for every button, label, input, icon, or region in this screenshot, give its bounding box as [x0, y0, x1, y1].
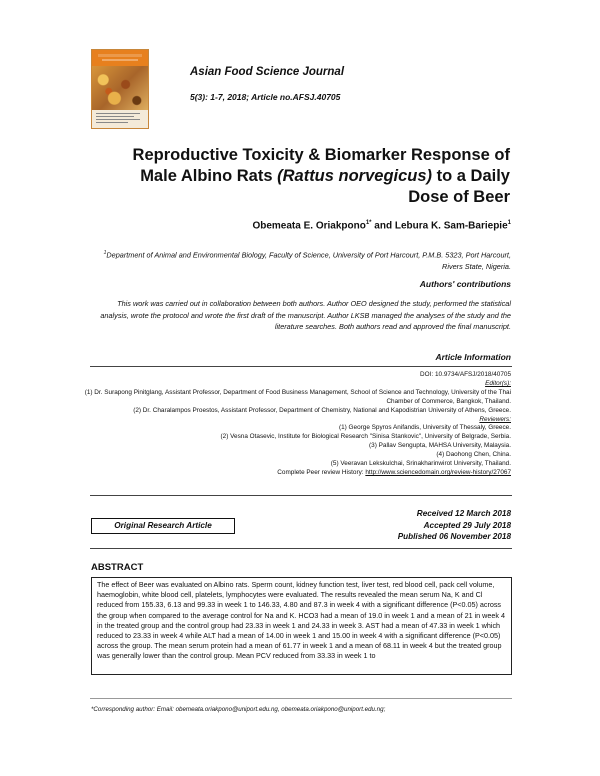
- contributions-heading: Authors' contributions: [419, 279, 511, 289]
- journal-reference: 5(3): 1-7, 2018; Article no.AFSJ.40705: [190, 92, 341, 102]
- accepted-date: Accepted 29 July 2018: [423, 520, 511, 530]
- reviewer-item: (5) Veeravan Lekskulchai, Srinakharinwirot University, Thailand.: [330, 460, 511, 468]
- article-authors: Obemeata E. Oriakpono$^{1*}$ and Lebura K. Sam-Bariepie$^1$: [252, 220, 511, 232]
- received-date: Received 12 March 2018: [416, 509, 511, 518]
- review-history: Complete Peer review History: http://www.sciencedomain.org/review-history/27067: [277, 468, 511, 476]
- divider: [90, 548, 512, 549]
- editor-item: (1) Dr. Surapong Pinitglang, Assistant Professor, Department of Food Business Management, School of Science and Technology, University of the Thai Chamber of Commerce, Bangkok, Thailand.: [84, 388, 511, 405]
- journal-cover-image: [91, 49, 149, 129]
- article-info-block: [81, 371, 511, 478]
- abstract-text: The effect of Beer was evaluated on Albino rats. Sperm count, kidney function test, liver test, red blood cell, pack cell volume, haemoglobin, white blood cell, platelets, lymphocytes were evaluated. The results revealed the mean serum Na, K and Cl reduced from 155.33, 6.13 and 99.33 in week 1 to 146.33, 4.80 and 87.3 in week 4 with a significant difference (P<0.05) across the group when compared to the average control for Na and K. HCO3 had a mean of 19.0 in week 1 and a mean of 21 in week 4 in the treated group and the control group had 23.33 in week 1 and 24.33 in week 3. AST had a mean of 47.33 in week 1 which reduced to 23.33 in week 4 while ALT had a mean of 14.00 in week 1 and 15.00 in week 4 with a significant difference (P<0.05) across the group. The mean serum protein had a mean of 61.77 in week 1 and a mean of 68.11 in week 4 but the treated group was generally lower than the control group. Mean PCV reduced from 33.33 in week 1 to: [91, 577, 512, 675]
- divider: [90, 495, 512, 496]
- doi: DOI: 10.9734/AFSJ/2018/40705: [420, 371, 511, 378]
- publication-dates: [398, 508, 511, 543]
- reviewer-item: (3) Pallav Sengupta, MAHSA University, Malaysia.: [369, 442, 511, 450]
- editors-label: Editor(s):: [485, 379, 511, 387]
- footnote-divider: [90, 698, 512, 699]
- abstract-heading: ABSTRACT: [91, 562, 144, 573]
- article-type-badge: Original Research Article: [91, 518, 235, 534]
- contributions-text: This work was carried out in collaboration between both authors. Author OEO designed the study, performed the statistical analysis, wrote the protocol and wrote the first draft of the manuscript. Author LKSB managed the analyses of the study and the literature searches. Both authors read and approved the final manuscript.: [100, 299, 511, 331]
- reviewer-item: (2) Vesna Otasevic, Institute for Biological Research "Sinisa Stankovic", University of Belgrade, Serbia.: [220, 433, 511, 441]
- corresponding-author-footnote: *Corresponding author: Email: obemeata.oriakpono@uniport.edu.ng, obemeata.oriakpono@uniport.edu.ng;: [91, 706, 386, 713]
- reviewers-label: Reviewers:: [479, 415, 511, 423]
- reviewer-item: (1) George Spyros Anifandis, University of Thessaly, Greece.: [338, 424, 511, 432]
- editor-item: (2) Dr. Charalampos Proestos, Assistant Professor, Department of Chemistry, National and Kapodistrian University of Athens, Greece.: [133, 406, 511, 414]
- author-affiliation: $^1$Department of Animal and Environmental Biology, Faculty of Science, University of Port Harcourt, P.M.B. 5323, Port Harcourt, Rivers State, Nigeria.: [103, 250, 511, 272]
- article-title: Reproductive Toxicity & Biomarker Response of Male Albino Rats (Rattus norvegicus) to a Daily Dose of Beer: [132, 146, 510, 206]
- published-date: Published 06 November 2018: [397, 532, 511, 541]
- article-info-heading: Article Information: [435, 352, 511, 362]
- reviewer-item: (4) Daohong Chen, China.: [436, 451, 511, 459]
- divider: [90, 366, 512, 367]
- review-history-link[interactable]: http://www.sciencedomain.org/review-history/27067: [365, 468, 511, 476]
- journal-name: Asian Food Science Journal: [190, 66, 345, 78]
